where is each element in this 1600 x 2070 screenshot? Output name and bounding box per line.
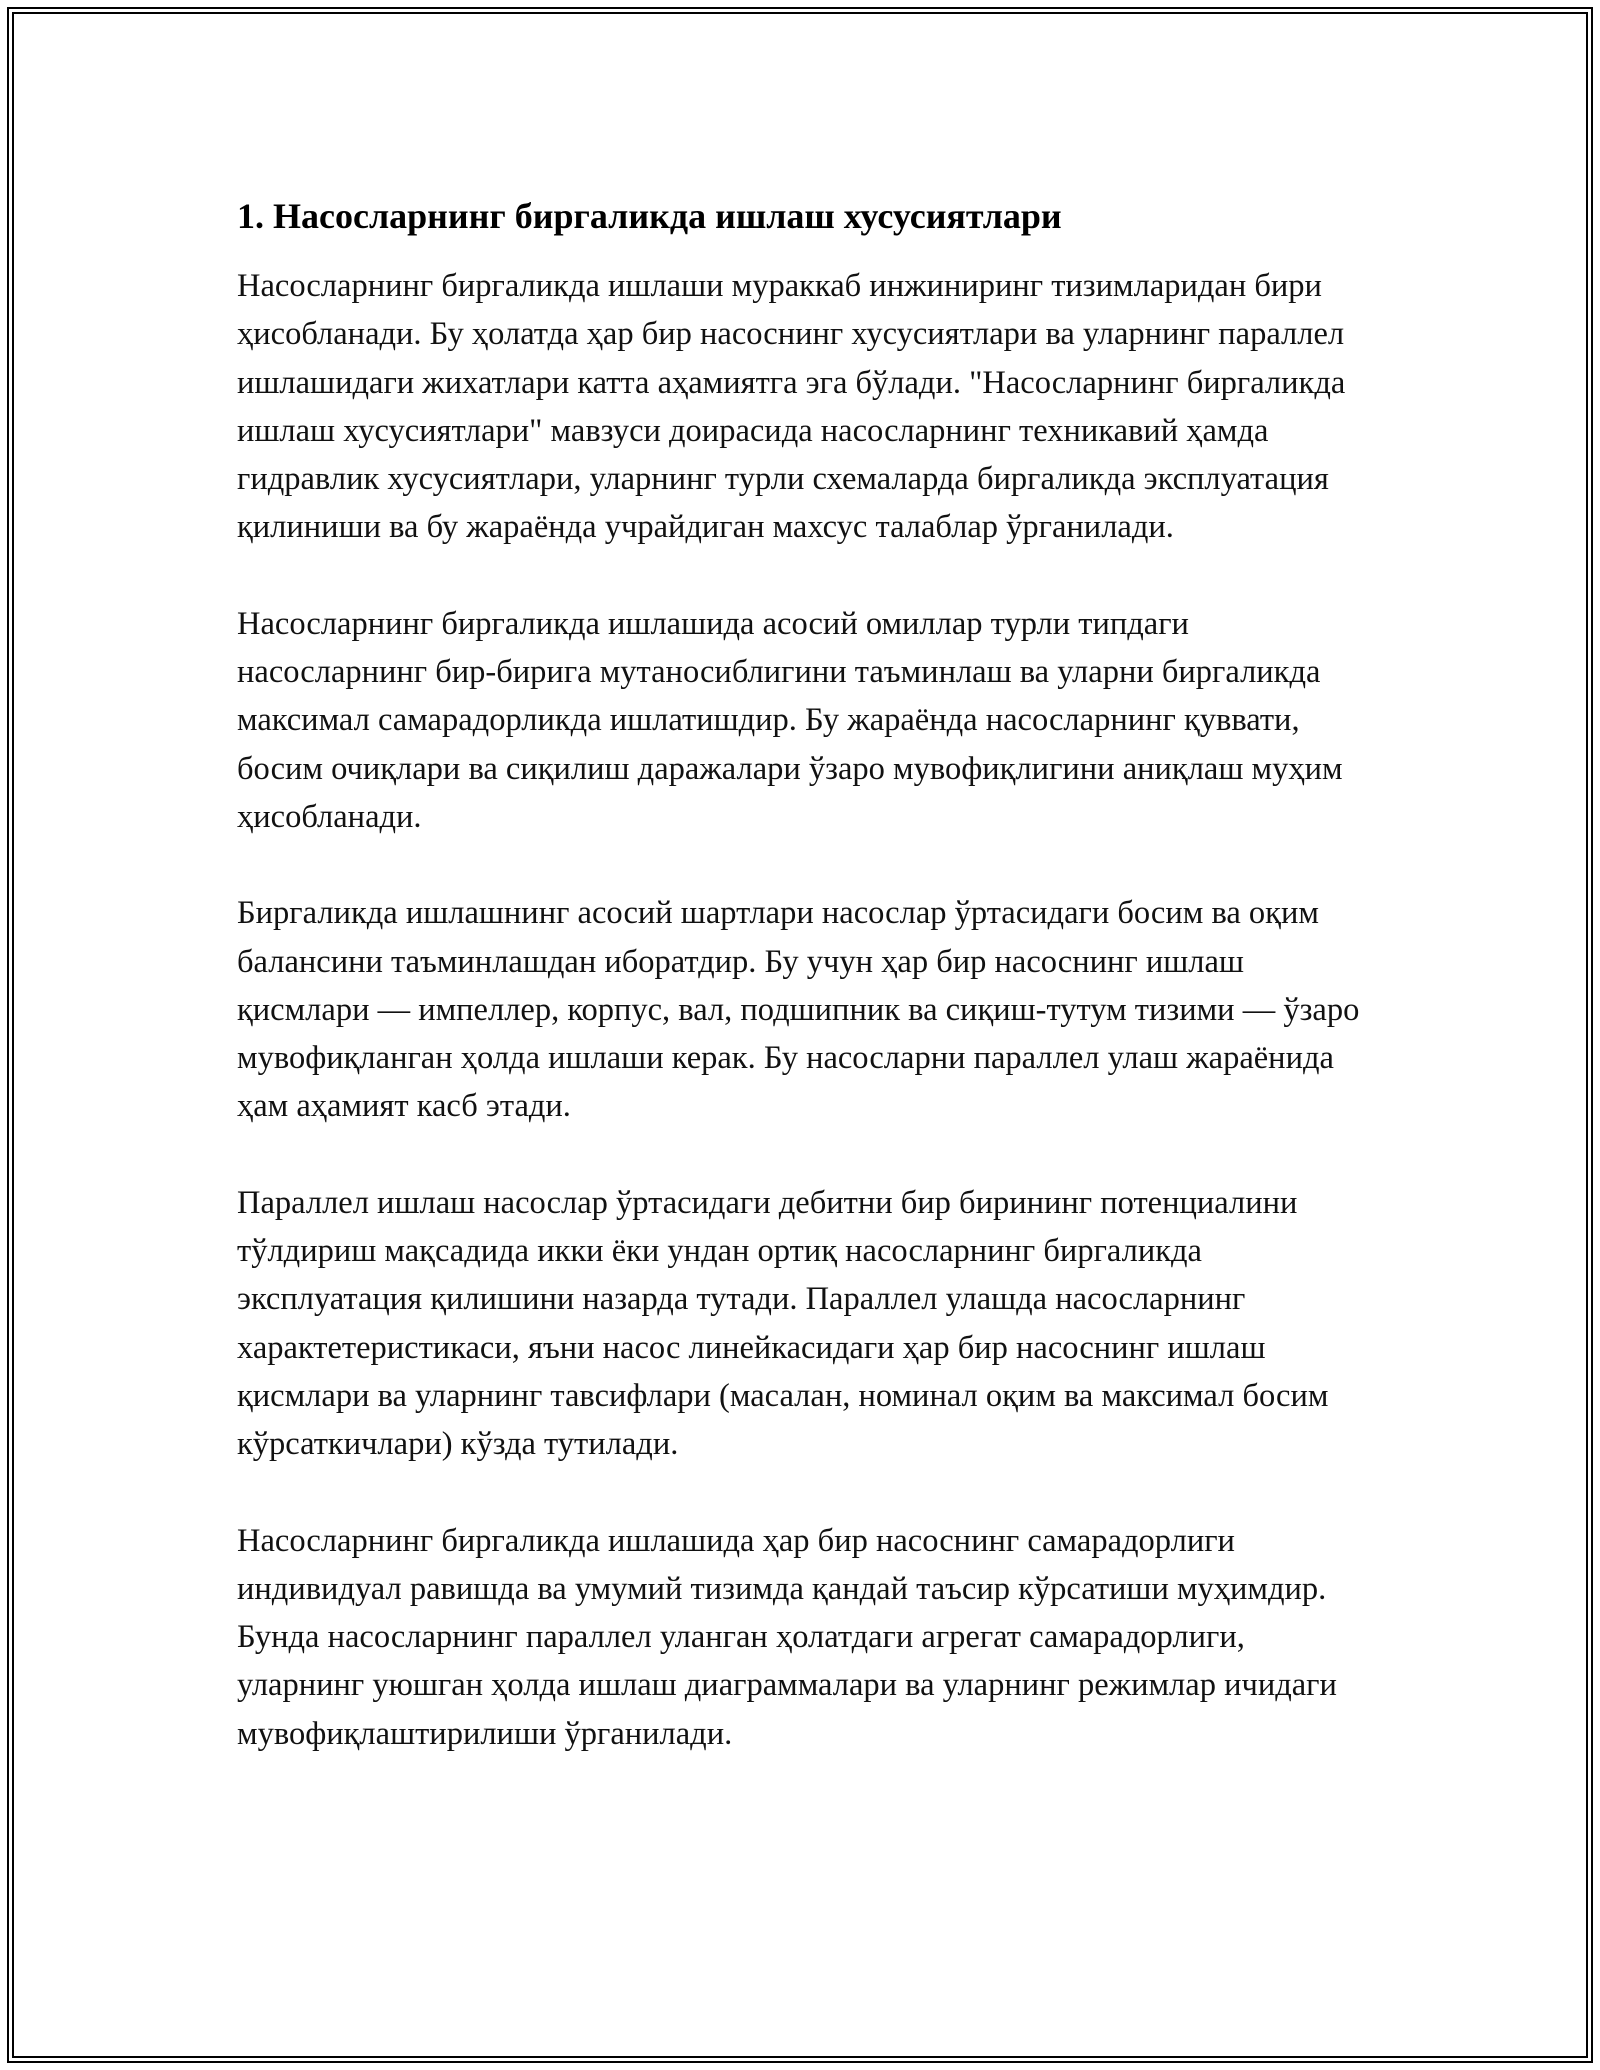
- paragraph-5: Насосларнинг биргаликда ишлашида ҳар бир насоснинг самарадорлиги индивидуал равишда ва умумий тизимда қандай таъсир кўрсатиши муҳимдир. Бунда насосларнинг параллел уланган ҳолатдаги агрегат самарадорлиги, уларнинг уюшган ҳолда ишлаш диаграммалари ва уларнинг режимлар ичидаги мувофиқлаштирилиши ўрганилади.: [237, 1522, 1337, 1752]
- document-body: [237, 190, 1377, 1806]
- paragraph-1: Насосларнинг биргаликда ишлаши мураккаб инжиниринг тизимларидан бири ҳисобланади. Бу ҳолатда ҳар бир насоснинг хусусиятлари ва уларнинг параллел ишлашидаги жихатлари катта аҳамиятга эга бўлади. "Насосларнинг биргаликда ишлаш хусусиятлари" мавзуси доирасида насосларнинг техникавий ҳамда гидравлик хусусиятлари, уларнинг турли схемаларда биргаликда эксплуатация қилиниши ва бу жараёнда учрайдиган махсус талаблар ўрганилади.: [237, 268, 1346, 546]
- paragraph-2: Насосларнинг биргаликда ишлашида асосий омиллар турли типдаги насосларнинг бир-бирига мутаносиблигини таъминлаш ва уларни биргаликда максимал самарадорликда ишлатишдир. Бу жараёнда насосларнинг қуввати, босим очиқлари ва сиқилиш даражалари ўзаро мувофиқлигини аниқлаш муҳим ҳисобланади.: [237, 605, 1343, 835]
- paragraph-4: Параллел ишлаш насослар ўртасидаги дебитни бир бирининг потенциалини тўлдириш мақсадида икки ёки ундан ортиқ насосларнинг биргаликда эксплуатация қилишини назарда тутади. Параллел улашда насосларнинг характетеристикаси, яъни насос линейкасидаги ҳар бир насоснинг ишлаш қисмлари ва уларнинг тавсифлари (масалан, номинал оқим ва максимал босим кўрсаткичлари) кўзда тутилади.: [237, 1184, 1329, 1463]
- paragraph-3: Биргаликда ишлашнинг асосий шартлари насослар ўртасидаги босим ва оқим балансини таъминлашдан иборатдир. Бу учун ҳар бир насоснинг ишлаш қисмлари — импеллер, корпус, вал, подшипник ва сиқиш-тутум тизими — ўзаро мувофиқланган ҳолда ишлаши керак. Бу насосларни параллел улаш жараёнида ҳам аҳамият касб этади.: [237, 895, 1360, 1125]
- section-heading: 1. Насосларнинг биргаликда ишлаш хусусиятлари: [237, 196, 1062, 236]
